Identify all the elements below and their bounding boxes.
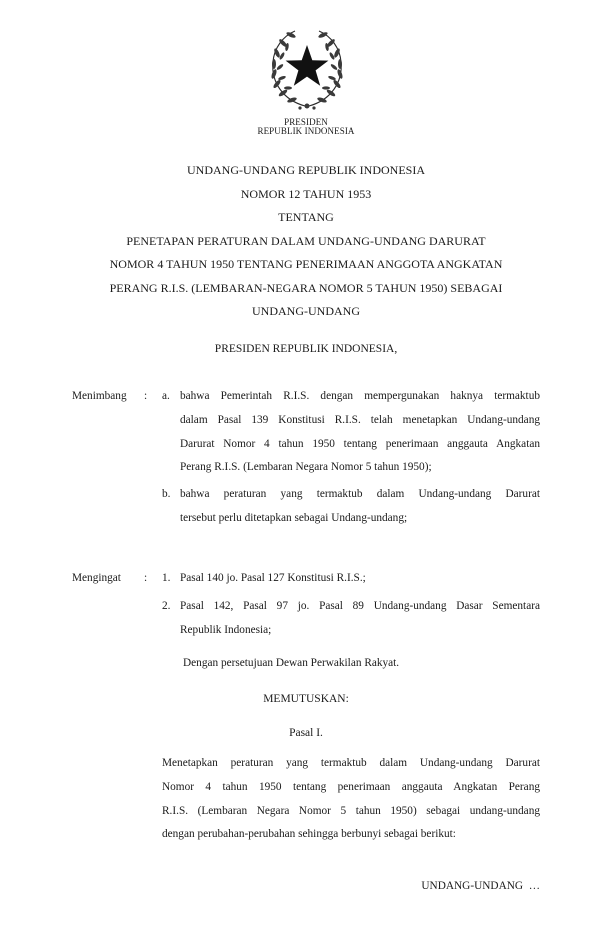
mengingat-label: Mengingat <box>72 572 121 584</box>
menimbang-label: Menimbang <box>72 390 127 402</box>
title-line: NOMOR 4 TAHUN 1950 TENTANG PENERIMAAN ANGGOTA ANGKATAN <box>109 257 503 271</box>
garuda-star-emblem-icon <box>265 26 349 114</box>
title-line: TENTANG <box>278 210 334 224</box>
item-marker: 1. <box>162 572 171 584</box>
text-line: Darurat Nomor 4 tahun 1950 tentang penerimaan anggauta Angkatan <box>180 437 540 450</box>
menimbang-item-b <box>180 483 540 531</box>
text-line: Perang R.I.S. (Lembaran Negara Nomor 5 tahun 1950); <box>180 461 432 474</box>
pasal-heading <box>0 727 612 739</box>
text-line: R.I.S. (Lembaran Negara Nomor 5 tahun 1950) sebagai undang-undang <box>162 804 540 817</box>
title-line: UNDANG-UNDANG REPUBLIK INDONESIA <box>187 163 425 177</box>
text-line: Nomor 4 tahun 1950 tentang penerimaan anggauta Angkatan Perang <box>162 780 540 793</box>
mengingat-item-1 <box>180 567 540 591</box>
header-republik-indonesia: REPUBLIK INDONESIA <box>257 126 355 136</box>
text-line: dengan perubahan-perubahan sehingga berbunyi sebagai berikut: <box>162 828 456 841</box>
menimbang-item-a <box>180 385 540 480</box>
menimbang-item-b-row <box>0 483 612 533</box>
text-line: bahwa peraturan yang termaktub dalam Undang-undang Darurat <box>180 488 540 500</box>
item-marker: 2. <box>162 600 171 612</box>
header-presiden: PRESIDEN <box>284 117 328 127</box>
menimbang-section <box>0 385 612 485</box>
mengingat-item-2 <box>180 595 540 643</box>
mengingat-colon: : <box>144 572 148 584</box>
text-line: Pasal 140 jo. Pasal 127 Konstitusi R.I.S.; <box>180 572 366 584</box>
title-line: UNDANG-UNDANG <box>252 304 360 318</box>
title-line: NOMOR 12 TAHUN 1953 <box>240 186 372 201</box>
text-line: tersebut perlu ditetapkan sebagai Undang-undang; <box>180 511 408 524</box>
pasal-body <box>162 752 540 847</box>
document-title <box>0 159 612 324</box>
mengingat-item-2-row <box>0 595 612 645</box>
title-line: PERANG R.I.S. (LEMBARAN-NEGARA NOMOR 5 TAHUN 1950) SEBAGAI <box>109 280 503 295</box>
text-line: Republik Indonesia; <box>180 623 272 636</box>
continuation-footer: UNDANG-UNDANG … <box>421 880 540 892</box>
menimbang-colon: : <box>144 390 148 402</box>
memutuskan-heading <box>0 693 612 705</box>
preamble: PRESIDEN REPUBLIK INDONESIA, <box>214 343 398 355</box>
title-line: PENETAPAN PERATURAN DALAM UNDANG-UNDANG DARURAT <box>126 233 486 248</box>
item-marker: a. <box>162 390 170 402</box>
pasal-heading-text: Pasal I. <box>289 727 323 739</box>
persetujuan: Dengan persetujuan Dewan Perwakilan Rakyat. <box>183 657 400 669</box>
item-marker: b. <box>162 488 171 500</box>
text-line: Menetapkan peraturan yang termaktub dalam Undang-undang Darurat <box>162 757 540 769</box>
text-line: dalam Pasal 139 Konstitusi R.I.S. telah menetapkan Undang-undang <box>180 413 540 426</box>
text-line: Pasal 142, Pasal 97 jo. Pasal 89 Undang-undang Dasar Sementara <box>180 600 540 612</box>
mengingat-section <box>0 567 612 593</box>
memutuskan-text: MEMUTUSKAN: <box>263 693 349 705</box>
text-line: bahwa Pemerintah R.I.S. dengan mempergunakan haknya termaktub <box>180 390 540 402</box>
